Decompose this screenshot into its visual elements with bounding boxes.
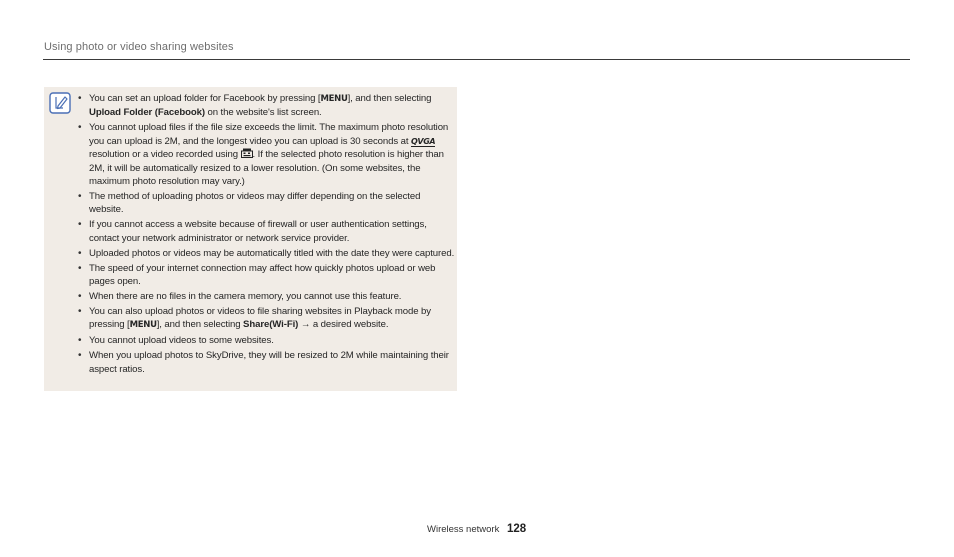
note-item	[77, 305, 455, 333]
note-text: You cannot upload files if the file size exceeds the limit. The maximum photo resolution you can upload is 2M, and the longest video you can upload is 30 seconds at	[89, 122, 449, 147]
note-item: • When there are no files in the camera memory, you cannot use this feature.	[77, 290, 455, 303]
smart-movie-mode-icon	[241, 148, 253, 158]
note-item	[77, 92, 455, 120]
menu-button-icon: MENU	[129, 320, 157, 331]
qvga-resolution-icon: QVGA	[411, 136, 436, 146]
note-text: . If the selected photo resolution is higher than 2M, it will be automatically resized to a lower resolution. (On some websites, the maximum photo resolution may vary.)	[89, 149, 444, 187]
note-text: a desired website.	[312, 319, 389, 331]
menu-option-name: Share(Wi-Fi)	[243, 319, 299, 331]
note-item: • The method of uploading photos or videos may differ depending on the selected website.	[77, 190, 455, 217]
menu-option-name: Upload Folder (Facebook)	[89, 107, 205, 119]
note-item: • If you cannot access a website because of firewall or user authentication settings, contact your network administrator or network service provider.	[77, 218, 455, 245]
header-divider	[43, 59, 910, 60]
note-item: • The speed of your internet connection may affect how quickly photos upload or web pages open.	[77, 262, 455, 289]
note-text: ], and then selecting	[156, 319, 244, 331]
section-header: Using photo or video sharing websites	[44, 41, 234, 53]
page-number: 128	[506, 523, 527, 535]
note-text: You can also upload photos or videos to file sharing websites in Playback mode by pressing [	[89, 305, 431, 331]
pencil-note-icon	[49, 92, 71, 114]
footer-section-name: Wireless network	[427, 524, 500, 535]
page-footer	[427, 523, 526, 535]
note-item: • You cannot upload videos to some websites.	[77, 334, 455, 347]
menu-button-icon: MENU	[320, 94, 348, 104]
note-item: • Uploaded photos or videos may be automatically titled with the date they were captured.	[77, 247, 455, 260]
arrow-icon: →	[298, 319, 313, 331]
note-text: on the website's list screen.	[204, 107, 322, 119]
note-list	[77, 92, 455, 378]
note-text: ], and then selecting	[347, 93, 432, 104]
note-box	[44, 87, 457, 391]
note-text: resolution or a video recorded using	[89, 149, 241, 161]
note-text: You can set an upload folder for Facebook by pressing [	[89, 93, 321, 104]
note-item	[77, 121, 455, 188]
note-item: • When you upload photos to SkyDrive, they will be resized to 2M while maintaining their aspect ratios.	[77, 349, 455, 376]
